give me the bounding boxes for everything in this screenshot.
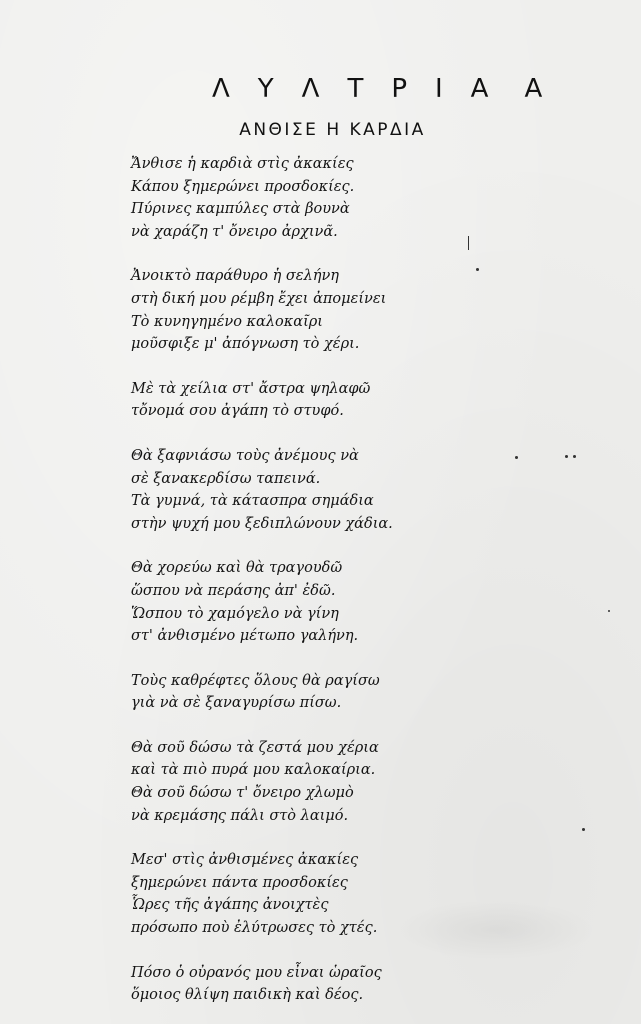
poem-line: Θὰ ξαφνιάσω τοὺς ἀνέμους νὰ (131, 447, 359, 464)
poem-line: ξημερώνει πάντα προσδοκίες (131, 874, 348, 891)
poem-stanza (131, 265, 491, 355)
poem-line: ὥσπου νὰ περάσης ἀπ' ἐδῶ. (131, 582, 336, 599)
bleed-through-smudge (395, 900, 595, 960)
poem-line: στὴν ψυχή μου ξεδιπλώνουν χάδια. (131, 515, 393, 532)
ink-speck (468, 236, 469, 250)
page-header-title (212, 74, 592, 104)
poem-line: γιὰ νὰ σὲ ξαναγυρίσω πίσω. (131, 695, 342, 712)
poem-line: Τὸ κυνηγημένο καλοκαῖρι (131, 313, 323, 330)
poem-stanza (131, 378, 491, 423)
poem-line: Πόσο ὁ οὐρανός μου εἶναι ὡραῖος (131, 964, 382, 981)
ink-speck (608, 610, 610, 612)
poem-line: Θὰ σοῦ δώσω τ' ὄνειρο χλωμὸ (131, 785, 354, 802)
poem-stanza (131, 445, 491, 535)
poem-body (131, 153, 491, 1024)
poem-line: Μὲ τὰ χείλια στ' ἄστρα ψηλαφῶ (131, 380, 371, 397)
poem-line: μοῦσφιξε μ' ἀπόγνωση τὸ χέρι. (131, 336, 360, 353)
poem-line: Ὥσπου τὸ χαμόγελο νὰ γίνη (131, 605, 339, 622)
poem-line: ὅμοιος θλίψη παιδικὴ καὶ δέος. (131, 987, 364, 1004)
poem-line: στὴ δική μου ρέμβη ἔχει ἀπομείνει (131, 290, 387, 307)
poem-line: Θὰ χορεύω καὶ θὰ τραγουδῶ (131, 560, 343, 577)
poem-line: Κάπου ξημερώνει προσδοκίες. (131, 178, 355, 195)
header-title-letter: Α (524, 74, 571, 104)
ink-speck (515, 456, 518, 459)
poem-line: Τὰ γυμνά, τὰ κάτασπρα σημάδια (131, 493, 374, 510)
poem-line: στ' ἀνθισμένο μέτωπο γαλήνη. (131, 628, 359, 645)
poem-line: Ἀνοικτὸ παράθυρο ἡ σελήνη (131, 268, 339, 285)
ink-speck (573, 455, 576, 458)
poem-line: πρόσωπο ποὺ ἐλύτρωσες τὸ χτές. (131, 920, 378, 937)
ink-speck (582, 828, 585, 831)
poem-line: νὰ κρεμάσης πάλι στὸ λαιμό. (131, 807, 349, 824)
poem-line: νὰ χαράζη τ' ὄνειρο ἀρχινᾶ. (131, 223, 338, 240)
poem-line: τὄνομά σου ἀγάπη τὸ στυφό. (131, 403, 344, 420)
ink-speck (476, 268, 479, 271)
poem-line: Τοὺς καθρέφτες ὅλους θὰ ραγίσω (131, 672, 380, 689)
poem-line: Ὧρες τῆς ἀγάπης ἀνοιχτὲς (131, 897, 329, 914)
poem-title: ΑΝΘΙΣΕ Η ΚΑΡΔΙΑ (239, 120, 426, 140)
poem-stanza (131, 737, 491, 827)
poem-stanza (131, 557, 491, 647)
poem-stanza (131, 670, 491, 715)
poem-line: καὶ τὰ πιὸ πυρά μου καλοκαίρια. (131, 762, 376, 779)
header-title-word: ΛΥΛΤΡΙΑ (212, 74, 517, 104)
poem-line: Μεσ' στὶς ἀνθισμένες ἀκακίες (131, 852, 359, 869)
poem-line: Θὰ σοῦ δώσω τὰ ζεστά μου χέρια (131, 739, 379, 756)
poem-line: Πύρινες καμπύλες στὰ βουνὰ (131, 201, 350, 218)
poem-line: Ἄνθισε ἡ καρδιὰ στὶς ἀκακίες (131, 156, 354, 172)
poem-stanza (131, 962, 491, 1007)
poem-stanza (131, 153, 491, 243)
ink-speck (565, 455, 568, 458)
poem-line: σὲ ξανακερδίσω ταπεινά. (131, 470, 321, 487)
